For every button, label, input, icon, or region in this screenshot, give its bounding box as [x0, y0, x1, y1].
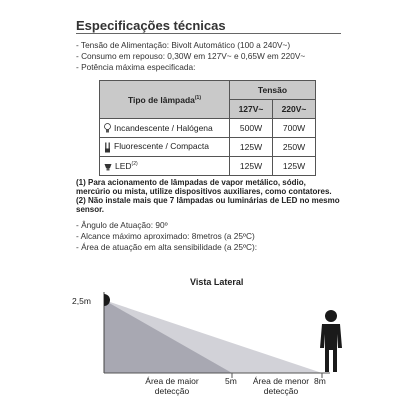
near-zone-label: Área de maior detecção: [145, 376, 199, 396]
height-label: 2,5m: [72, 296, 91, 306]
spec-voltage: - Tensão de Alimentação: Bivolt Automático (100 a 240V~): [76, 40, 291, 50]
page-title: Especificações técnicas: [76, 18, 226, 33]
param-sensitivity-area: - Área de atuação em alta sensibilidade (a 25ºC):: [76, 242, 258, 252]
table-row: Fluorescente / Compacta 125W 250W: [100, 138, 316, 157]
distance-8m-label: 8m: [314, 376, 326, 386]
tension-header: Tensão: [230, 81, 316, 100]
note-1-line-2: mercúrio ou mista, utilize dispositivos auxiliares, como contatores.: [76, 187, 332, 196]
table-row: Incandescente / Halógena 500W 700W: [100, 119, 316, 138]
voltage-220-header: 220V~: [273, 100, 316, 119]
note-1-line-1: (1) Para acionamento de lâmpadas de vapor metálico, sódio,: [76, 178, 306, 187]
param-range: - Alcance máximo aproximado: 8metros (a 25ºC): [76, 231, 255, 241]
note-2-line-1: (2) Não instale mais que 7 lâmpadas ou luminárias de LED no mesmo: [76, 196, 340, 205]
person-icon: [320, 310, 342, 372]
voltage-127-header: 127V~: [230, 100, 273, 119]
param-angle: - Ângulo de Atuação: 90º: [76, 220, 168, 230]
spec-standby: - Consumo em repouso: 0,30W em 127V~ e 0,65W em 220V~: [76, 51, 306, 61]
note-2-line-2: sensor.: [76, 205, 105, 214]
diagram-title: Vista Lateral: [190, 277, 244, 287]
table-row: LED$^{(2)}$ 125W 125W: [100, 157, 316, 176]
lamp-type-header: Tipo de lâmpada$^{(1)}$: [100, 81, 230, 119]
spec-max-power: - Potência máxima especificada:: [76, 62, 196, 72]
far-zone-label: Área de menor detecção: [252, 376, 310, 396]
distance-5m-label: 5m: [225, 376, 237, 386]
